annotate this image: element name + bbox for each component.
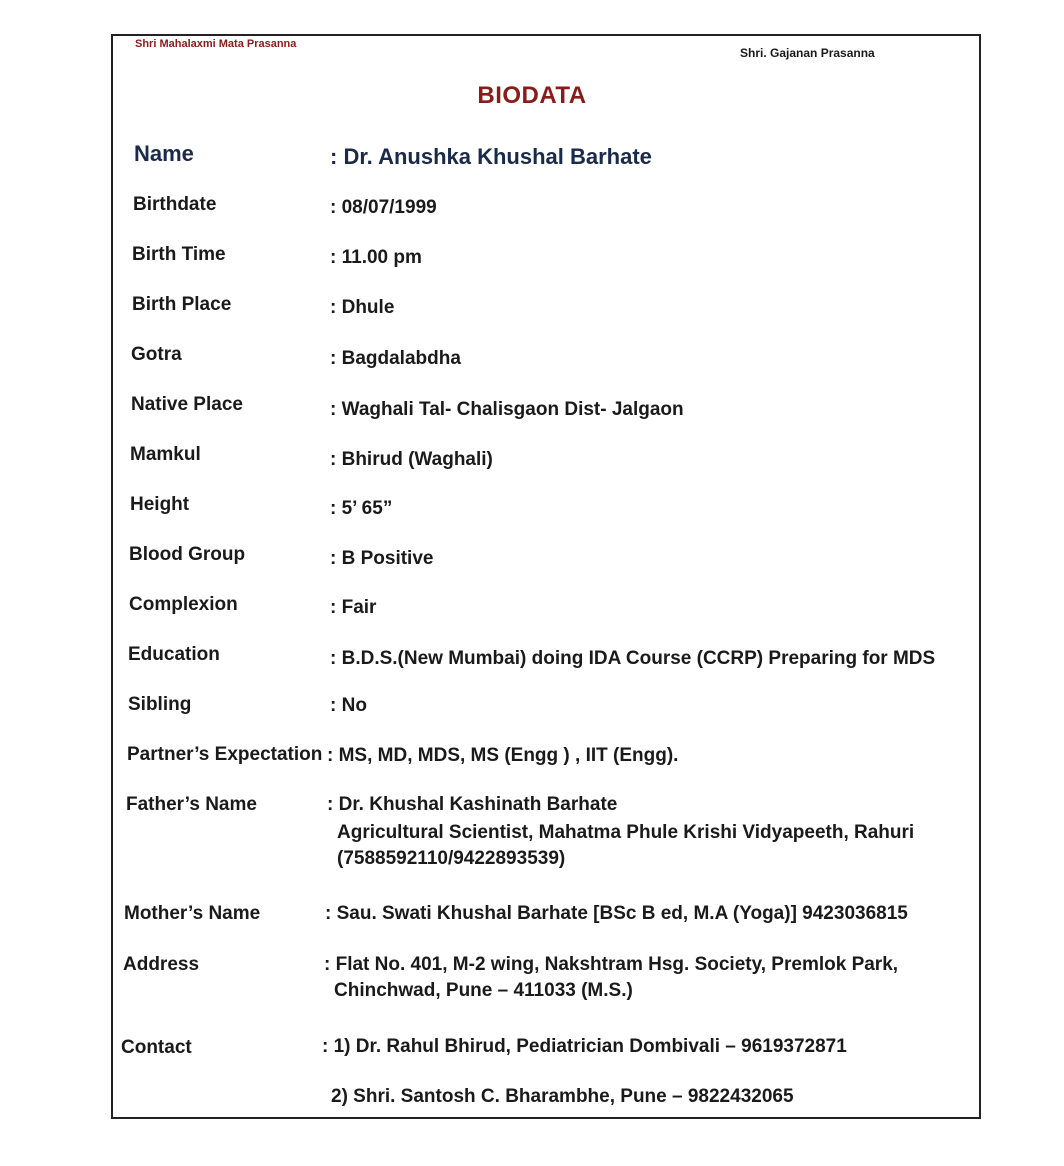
blood-group-label: Blood Group: [129, 544, 246, 565]
father-name-label: Father’s Name: [126, 794, 257, 815]
birthdate-value: : 08/07/1999: [330, 197, 437, 218]
page-title: BIODATA: [477, 82, 587, 109]
partner-expectation-value: : MS, MD, MDS, MS (Engg ) , IIT (Engg).: [327, 745, 679, 766]
partner-expectation-label: Partner’s Expectation: [127, 744, 323, 765]
gotra-label: Gotra: [131, 344, 182, 365]
contact-value: : 1) Dr. Rahul Bhirud, Pediatrician Dombivali – 9619372871: [322, 1036, 847, 1057]
birthdate-label: Birthdate: [133, 194, 217, 215]
father-name-value: : Dr. Khushal Kashinath Barhate: [327, 794, 618, 815]
header-blessing-right: Shri. Gajanan Prasanna: [740, 46, 875, 60]
contact-line2: 2) Shri. Santosh C. Bharambhe, Pune – 9822432065: [331, 1086, 794, 1107]
name-label: Name: [134, 141, 194, 166]
education-value: : B.D.S.(New Mumbai) doing IDA Course (CCRP) Preparing for MDS: [330, 648, 936, 669]
address-line2: Chinchwad, Pune – 411033 (M.S.): [334, 980, 633, 1001]
gotra-value: : Bagdalabdha: [330, 348, 461, 369]
mother-name-value: : Sau. Swati Khushal Barhate [BSc B ed, M.A (Yoga)] 9423036815: [325, 903, 908, 924]
mamkul-label: Mamkul: [130, 444, 201, 465]
native-place-label: Native Place: [131, 394, 243, 415]
header-blessing-left: Shri Mahalaxmi Mata Prasanna: [135, 38, 297, 50]
blood-group-value: : B Positive: [330, 548, 434, 569]
birth-place-value: : Dhule: [330, 297, 395, 318]
mamkul-value: : Bhirud (Waghali): [330, 449, 493, 470]
contact-label: Contact: [121, 1037, 192, 1058]
birth-time-value: : 11.00 pm: [330, 247, 422, 268]
height-label: Height: [130, 494, 190, 515]
complexion-label: Complexion: [129, 594, 238, 615]
education-label: Education: [128, 644, 220, 665]
father-occupation: Agricultural Scientist, Mahatma Phule Krishi Vidyapeeth, Rahuri: [337, 822, 915, 843]
native-place-value: : Waghali Tal- Chalisgaon Dist- Jalgaon: [330, 399, 684, 420]
name-value: : Dr. Anushka Khushal Barhate: [330, 144, 652, 169]
sibling-label: Sibling: [128, 694, 192, 715]
complexion-value: : Fair: [330, 597, 377, 618]
height-value: : 5’ 65”: [330, 498, 393, 519]
birth-time-label: Birth Time: [132, 244, 226, 265]
address-label: Address: [123, 954, 200, 975]
sibling-value: : No: [330, 695, 367, 716]
father-phone: (7588592110/9422893539): [337, 848, 566, 869]
mother-name-label: Mother’s Name: [124, 903, 261, 924]
birth-place-label: Birth Place: [132, 294, 232, 315]
address-value: : Flat No. 401, M-2 wing, Nakshtram Hsg. Society, Premlok Park,: [324, 954, 899, 975]
